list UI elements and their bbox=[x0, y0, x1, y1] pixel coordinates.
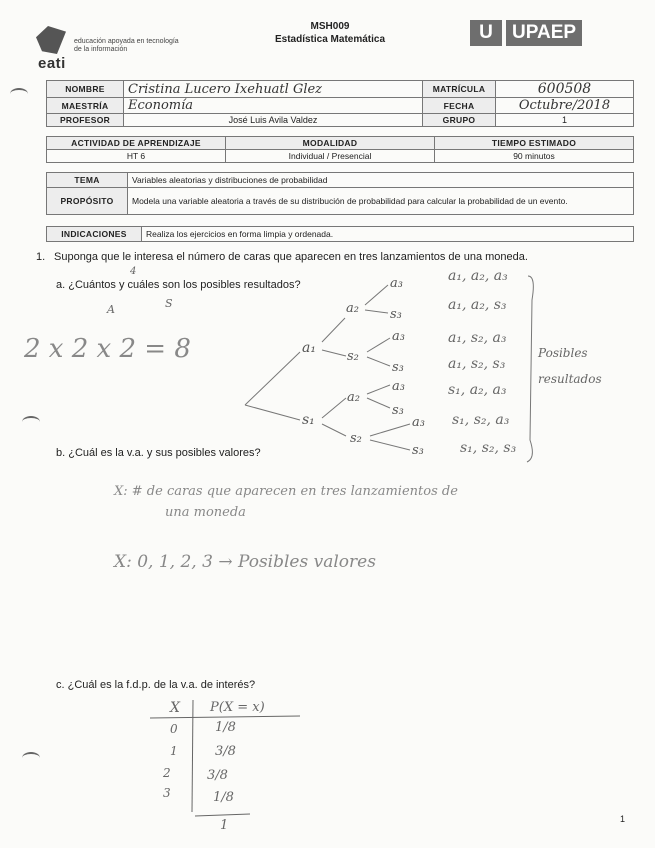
hw-count: 2 x 2 x 2 = 8 bbox=[24, 334, 191, 364]
indicaciones-label: INDICACIONES bbox=[47, 227, 142, 242]
hw-va-def-2: una moneda bbox=[165, 505, 246, 520]
fdp-header-p: P(X = x) bbox=[210, 700, 265, 715]
question-b: b. ¿Cuál es la v.a. y sus posibles valores? bbox=[56, 447, 261, 459]
tree-leaf-s3: s₃ bbox=[390, 307, 402, 322]
tree-mid-s2: s₂ bbox=[347, 349, 359, 364]
nombre-label: NOMBRE bbox=[47, 81, 124, 98]
proposito-value: Modela una variable aleatoria a través de su distribución de probabilidad para calcular la probabilidad de un evento. bbox=[128, 188, 634, 215]
tree-mid-a2: a₂ bbox=[346, 301, 359, 316]
tree-leaf-s3: s₃ bbox=[392, 403, 404, 418]
nombre-value: Cristina Lucero Ixehuatl Glez bbox=[124, 81, 423, 98]
hw-va-def-1: X: # de caras que aparecen en tres lanzamientos de bbox=[114, 484, 458, 499]
tree-leaf-a3: a₃ bbox=[392, 379, 405, 394]
outcome-item: s₁, a₂, a₃ bbox=[448, 382, 507, 398]
modalidad-label: MODALIDAD bbox=[226, 137, 435, 150]
page-number: 1 bbox=[619, 814, 625, 824]
hw-small-a: A bbox=[107, 303, 115, 316]
indicaciones-value: Realiza los ejercicios en forma limpia y ordenada. bbox=[142, 227, 634, 242]
hw-small-4: 4 bbox=[130, 266, 137, 277]
matricula-value: 600508 bbox=[496, 81, 634, 98]
tree-leaf-s3: s₃ bbox=[392, 360, 404, 375]
fecha-label: FECHA bbox=[423, 98, 496, 114]
tree-root-a: a₁ bbox=[302, 340, 316, 356]
outcome-item: s₁, s₂, s₃ bbox=[460, 440, 517, 456]
upaep-name: UPAEP bbox=[506, 20, 582, 46]
fdp-row-p: 3/8 bbox=[215, 744, 236, 759]
tree-root-s: s₁ bbox=[302, 412, 315, 428]
outcome-item: a₁, a₂, s₃ bbox=[448, 297, 507, 313]
grupo-value: 1 bbox=[496, 114, 634, 127]
question-a: a. ¿Cuántos y cuáles son los posibles resultados? bbox=[56, 279, 301, 291]
fdp-header-x: X bbox=[170, 700, 180, 716]
question-number: 1. bbox=[36, 251, 46, 263]
profesor-value: José Luis Avila Valdez bbox=[124, 114, 423, 127]
tree-mid-a2-b: a₂ bbox=[347, 390, 360, 405]
outcome-item: a₁, s₂, a₃ bbox=[448, 330, 507, 346]
eati-tagline: educación apoyada en tecnología de la información bbox=[74, 38, 179, 53]
fdp-row-x: 1 bbox=[170, 744, 178, 758]
activity-label: ACTIVIDAD DE APRENDIZAJE bbox=[47, 137, 226, 150]
outcome-item: a₁, a₂, a₃ bbox=[448, 268, 508, 284]
fdp-row-p: 1/8 bbox=[213, 790, 234, 805]
tema-value: Variables aleatorias y distribuciones de probabilidad bbox=[128, 173, 634, 188]
activity-value: HT 6 bbox=[47, 150, 226, 163]
eati-logo-text: eati bbox=[38, 55, 66, 72]
maestria-label: MAESTRÍA bbox=[47, 98, 124, 114]
upaep-u-mark: U bbox=[470, 20, 502, 46]
fdp-row-p: 1/8 bbox=[215, 720, 236, 735]
hw-va-values: X: 0, 1, 2, 3 → Posibles valores bbox=[114, 552, 376, 572]
hw-small-s: S bbox=[165, 297, 173, 310]
course-code: MSH009 bbox=[310, 21, 350, 32]
fdp-row-x: 2 bbox=[163, 766, 171, 780]
outcomes-note: Posibles resultados bbox=[538, 346, 602, 386]
tree-leaf-a3: a₃ bbox=[390, 276, 403, 291]
outcome-item: a₁, s₂, s₃ bbox=[448, 356, 506, 372]
tiempo-value: 90 minutos bbox=[435, 150, 634, 163]
tiempo-label: TIEMPO ESTIMADO bbox=[435, 137, 634, 150]
fdp-row-x: 3 bbox=[163, 786, 171, 800]
outcome-item: s₁, s₂, a₃ bbox=[452, 412, 510, 428]
grupo-label: GRUPO bbox=[423, 114, 496, 127]
fdp-row-p: 3/8 bbox=[207, 768, 228, 783]
tree-mid-s2-b: s₂ bbox=[350, 431, 362, 446]
maestria-value: Economía bbox=[124, 98, 423, 114]
tree-leaf-a3: a₃ bbox=[412, 415, 425, 430]
proposito-label: PROPÓSITO bbox=[47, 188, 128, 215]
fecha-value: Octubre/2018 bbox=[496, 98, 634, 114]
profesor-label: PROFESOR bbox=[47, 114, 124, 127]
tema-label: TEMA bbox=[47, 173, 128, 188]
tree-leaf-a3: a₃ bbox=[392, 329, 405, 344]
matricula-label: MATRÍCULA bbox=[423, 81, 496, 98]
question-c: c. ¿Cuál es la f.d.p. de la v.a. de interés? bbox=[56, 679, 256, 691]
fdp-row-x: 0 bbox=[170, 722, 178, 736]
question-text: Suponga que le interesa el número de caras que aparecen en tres lanzamientos de una moneda. bbox=[54, 251, 528, 263]
modalidad-value: Individual / Presencial bbox=[226, 150, 435, 163]
course-name: Estadística Matemática bbox=[274, 34, 386, 45]
tree-leaf-s3: s₃ bbox=[412, 443, 424, 458]
fdp-total: 1 bbox=[220, 818, 229, 833]
